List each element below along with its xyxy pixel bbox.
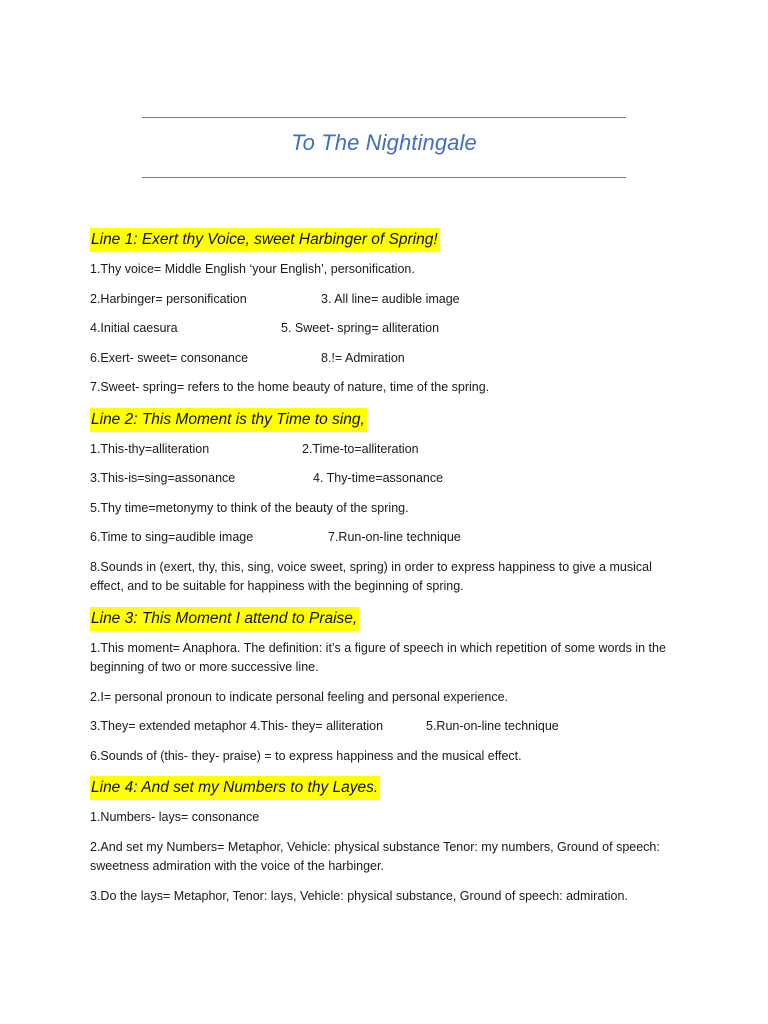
- note-line: 1.This moment= Anaphora. The definition: it’s a figure of speech in which repetition of some words in the beginning of two or more successive line.: [90, 640, 666, 674]
- section-heading: Line 2: This Moment is thy Time to sing,: [90, 408, 367, 432]
- title-bottom-rule: [142, 177, 626, 178]
- document-body: [90, 228, 675, 916]
- section-line-3: [90, 607, 675, 767]
- section-heading: Line 3: This Moment I attend to Praise,: [90, 607, 359, 631]
- note-column-text: 5.Run-on-line technique: [426, 719, 559, 733]
- note-line: 3.Do the lays= Metaphor, Tenor: lays, Vehicle: physical substance, Ground of speech: admiration.: [90, 888, 628, 903]
- note-line: 1.Numbers- lays= consonance: [90, 810, 260, 824]
- note-column-text: 3.They= extended metaphor: [90, 719, 247, 733]
- note-column-text: 1.This-thy=alliteration: [90, 441, 210, 456]
- note-line: [90, 440, 675, 460]
- note-line: [90, 469, 675, 489]
- note-line: 8.Sounds in (exert, thy, this, sing, voice sweet, spring) in order to express happiness to give a musical effect, and to be suitable for happiness with the beginning of spring.: [90, 559, 652, 593]
- note-column-text: 4. Thy-time=assonance: [313, 471, 444, 485]
- note-column-text: 5. Sweet- spring= alliteration: [281, 321, 440, 335]
- note-column-text: 3.This-is=sing=assonance: [90, 471, 236, 485]
- note-line: 7.Sweet- spring= refers to the home beauty of nature, time of the spring.: [90, 380, 490, 394]
- note-line: [90, 290, 675, 310]
- section-line-2: [90, 408, 675, 597]
- title-top-rule: [142, 117, 626, 118]
- note-column-text: 6.Time to sing=audible image: [90, 530, 254, 544]
- note-line: 6.Sounds of (this- they- praise) = to express happiness and the musical effect.: [90, 748, 522, 763]
- note-line: 2.And set my Numbers= Metaphor, Vehicle: physical substance Tenor: my numbers, Ground of speech: sweetness admiration with the voice of the harbinger.: [90, 839, 660, 873]
- note-line: [90, 717, 675, 737]
- page-title: To The Nightingale: [291, 130, 477, 155]
- section-heading: Line 4: And set my Numbers to thy Layes.: [90, 776, 380, 800]
- note-column-text: 7.Run-on-line technique: [328, 530, 461, 544]
- note-line: [90, 528, 675, 548]
- note-column-text: 2.Time-to=alliteration: [302, 441, 419, 456]
- note-column-text: 3. All line= audible image: [321, 291, 460, 306]
- note-line: [90, 349, 675, 369]
- note-line: 1.Thy voice= Middle English ‘your English’, personification.: [90, 262, 415, 276]
- note-column-text: 6.Exert- sweet= consonance: [90, 350, 249, 365]
- note-line: 5.Thy time=metonymy to think of the beauty of the spring.: [90, 500, 409, 515]
- note-column-text: 8.!= Admiration: [321, 350, 405, 365]
- note-line: [90, 319, 675, 339]
- section-line-4: [90, 776, 675, 906]
- section-line-1: [90, 228, 675, 398]
- note-line: 2.I= personal pronoun to indicate personal feeling and personal experience.: [90, 689, 508, 704]
- note-column-text: 2.Harbinger= personification: [90, 291, 247, 306]
- section-heading: Line 1: Exert thy Voice, sweet Harbinger of Spring!: [90, 228, 440, 252]
- note-column-text: 4.This- they= alliteration: [250, 719, 384, 733]
- note-column-text: 4.Initial caesura: [90, 321, 178, 335]
